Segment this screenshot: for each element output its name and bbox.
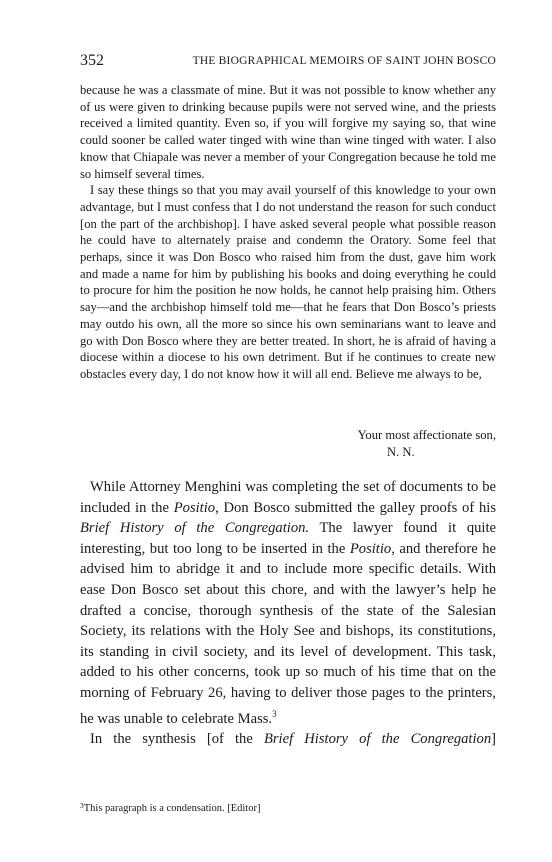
footnote xyxy=(80,799,496,815)
text-run: The lawyer found it quite interesting, but too long to be inserted in the xyxy=(80,520,497,557)
footnote-mark: 3 xyxy=(80,801,84,810)
footnote-reference[interactable]: 3 xyxy=(272,708,277,719)
italic-title: Brief History of the Congregation xyxy=(263,731,492,748)
text-run: In the synthesis [of the xyxy=(90,731,264,748)
italic-title: Positio xyxy=(173,499,216,516)
text-run: ] xyxy=(491,731,496,748)
letter-closing: Your most affectionate son, xyxy=(357,428,496,442)
text-run: , and therefore he advised him to abridge it and to include more specific details. With ease Don Bosco set about this chore, and with the lawyer’s help he drafted a concise, thorough synthesis of the state of the Salesian Society, its relations with the Holy See and bishops, its constitutions, its standing in civil society, and its level of development. This task, added to his other concerns, took up so much of his time that on the morning of February 26, having to deliver those pages to the printers, he was unable to celebrate Mass. xyxy=(80,540,496,727)
text-run: , Don Bosco submitted the galley proofs of his xyxy=(215,499,496,516)
letter-text xyxy=(80,82,496,383)
narrative-paragraph-1 xyxy=(80,477,496,729)
page-number: 352 xyxy=(80,52,104,69)
narrative-text xyxy=(80,477,496,750)
running-title: THE BIOGRAPHICAL MEMOIRS OF SAINT JOHN BOSCO xyxy=(192,55,496,67)
letter-paragraph-2: I say these things so that you may avail yourself of this knowledge to your own advantage, but I must confess that I do not understand the reason for such conduct [on the part of the archbishop]. I have asked several people what possible reason he could have to alternately praise and condemn the Oratory. Some feel that perhaps, since it was Don Bosco who raised him from the dust, gave him work and made a name for him by publishing his books and doing everything he could to procure for him the position he now holds, he cannot help praising him. Others say—and the archbishop himself told me—that he fears that Don Bosco’s priests may outdo his own, all the more so since his own seminarians want to leave and go with Don Bosco where they are better treated. In short, he is afraid of having a diocese within a diocese to his own detriment. But if he continues to create new obstacles every day, I do not know how it will all end. Believe me always to be, xyxy=(80,183,496,381)
letter-paragraph-1: because he was a classmate of mine. But it was not possible to know whether any of us were given to drinking because pupils were not served wine, and the priests received a limited quantity. Even so, if you will forgive my saying so, that wine could sooner be called water tinged with wine than wine tinged with water. I also know that Chiapale was never a member of your Congregation because he told me so himself several times. xyxy=(80,83,496,181)
running-header xyxy=(80,52,496,72)
narrative-paragraph-2 xyxy=(80,729,496,750)
italic-title: Positio xyxy=(349,540,392,557)
footnote-text: This paragraph is a condensation. [Editor] xyxy=(83,803,261,814)
letter-signature: N. N. xyxy=(387,445,415,459)
italic-title: Brief History of the Congregation. xyxy=(80,520,310,537)
text-run: While Attorney Menghini was completing the set of documents to be included in the xyxy=(80,479,496,516)
